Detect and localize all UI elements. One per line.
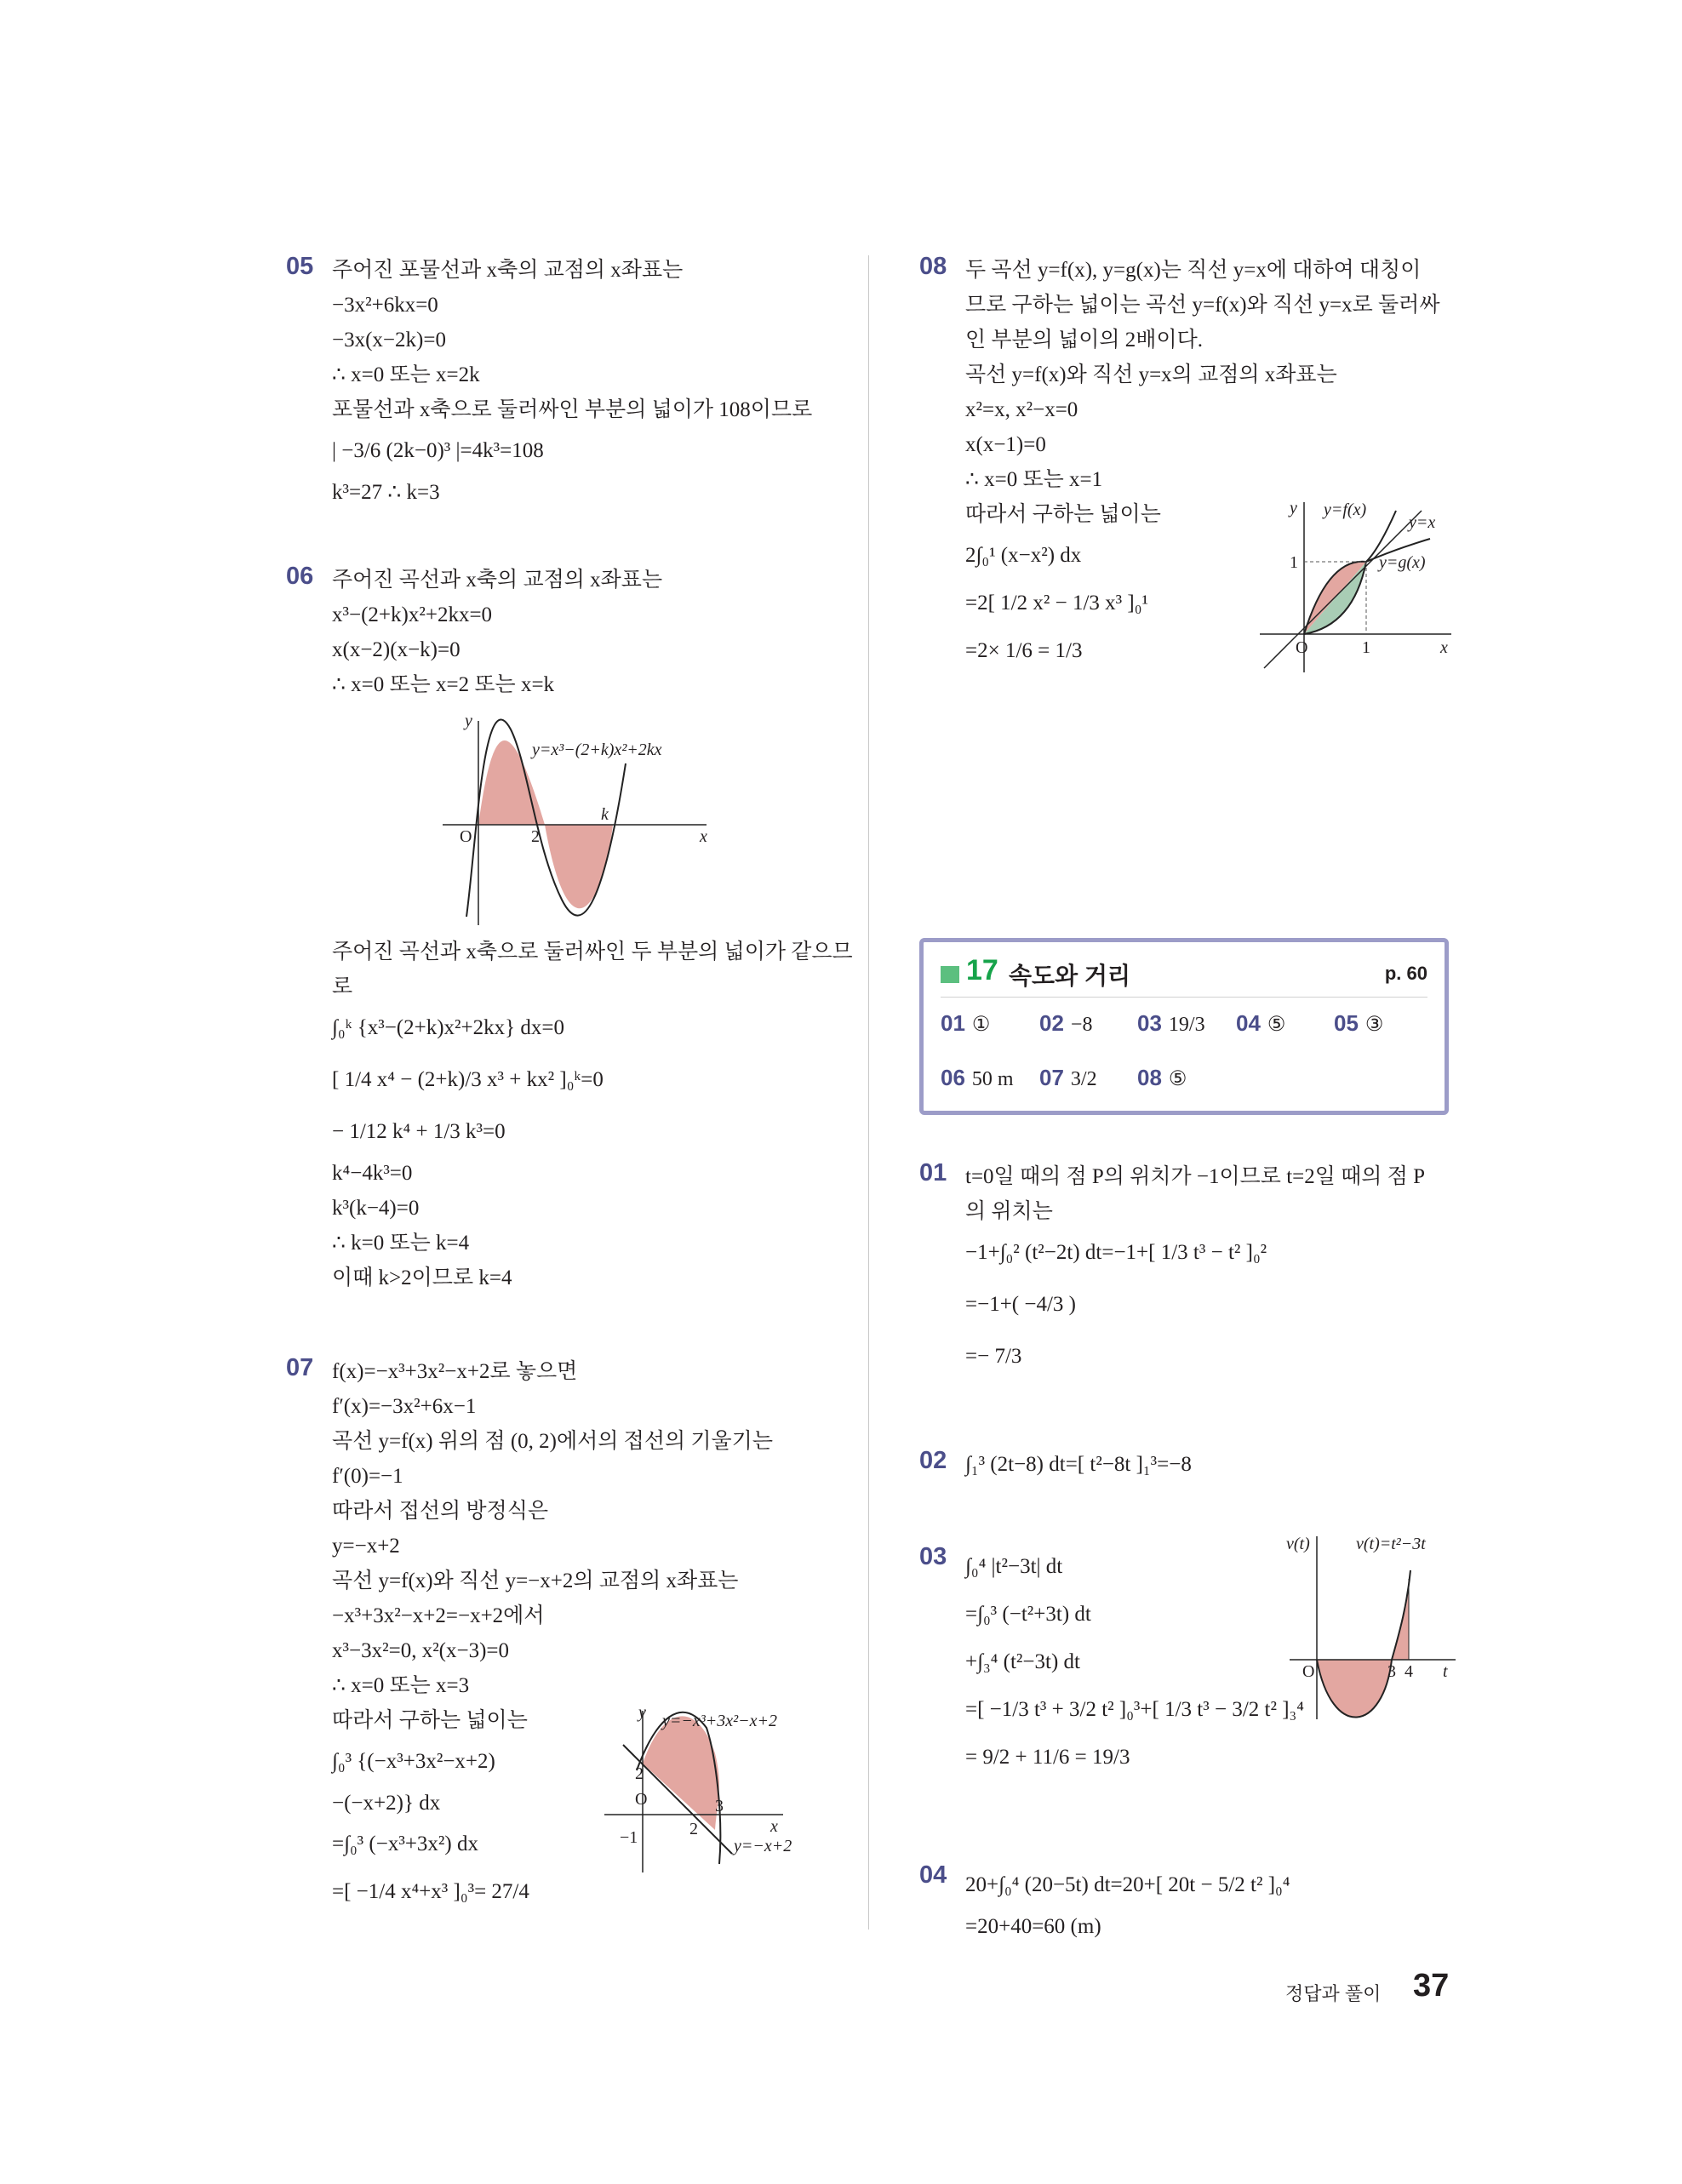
text-line: 포물선과 x축으로 둘러싸인 부분의 넓이가 108이므로 — [332, 398, 813, 421]
text-line: =−1+( −4/3 ) — [965, 1293, 1076, 1316]
text-line: [ 1/4 x⁴ − (2+k)/3 x³ + kx² ]₀ᵏ=0 — [332, 1068, 604, 1091]
flag-icon — [941, 966, 959, 983]
tick-x-1: 1 — [1362, 638, 1370, 657]
g-label: y=g(x) — [1379, 553, 1426, 572]
text-line: ∴ x=0 또는 x=2k — [332, 363, 480, 386]
problem-number: 08 — [919, 253, 947, 280]
x-axis-label: x — [1440, 638, 1448, 657]
text-line: k³(k−4)=0 — [332, 1197, 420, 1220]
text-line: =∫₀³ (−x³+3x²) dx — [332, 1832, 478, 1855]
problem-number: 01 — [919, 1159, 947, 1186]
text-line: −1+∫₀² (t²−2t) dt=−1+[ 1/3 t³ − t² ]₀² — [965, 1241, 1267, 1264]
text-line: x(x−1)=0 — [965, 433, 1046, 456]
text-line: y=−x+2 — [332, 1535, 400, 1558]
tick-x-3: 3 — [715, 1797, 724, 1815]
unit-header — [941, 954, 1427, 998]
f-label: y=f(x) — [1324, 500, 1367, 519]
text-line: 따라서 구하는 넓이는 — [332, 1709, 528, 1732]
origin-label: O — [460, 827, 472, 846]
y-axis-label: y — [638, 1703, 646, 1722]
tick-x-2: 2 — [689, 1820, 698, 1838]
text-line: 주어진 곡선과 x축의 교점의 x좌표는 — [332, 569, 663, 592]
text-line: ∴ x=0 또는 x=2 또는 x=k — [332, 673, 555, 696]
problem-number: 05 — [286, 253, 314, 280]
problem-number: 02 — [919, 1447, 947, 1474]
text-line: ∴ x=0 또는 x=1 — [965, 468, 1103, 491]
text-line: | −3/6 (2k−0)³ |=4k³=108 — [332, 439, 544, 462]
v-axis-label: v(t) — [1286, 1535, 1310, 1553]
shaded-area — [545, 825, 613, 908]
curve-label: v(t)=t²−3t — [1356, 1535, 1426, 1553]
text-line: =− 7/3 — [965, 1345, 1022, 1368]
answer-item: 03 19/3 — [1137, 1010, 1205, 1036]
graph-06 — [443, 712, 724, 925]
text-line: ∫₀³ {(−x³+3x²−x+2) — [332, 1750, 495, 1773]
text-line: 로 — [332, 975, 353, 998]
text-line: =∫₀³ (−t²+3t) dt — [965, 1603, 1091, 1626]
text-line: 인 부분의 넓이의 2배이다. — [965, 329, 1204, 352]
line-y-eq-x — [1264, 511, 1422, 668]
answer-item: 07 3/2 — [1039, 1065, 1097, 1090]
text-line: x³−3x²=0, x²(x−3)=0 — [332, 1639, 510, 1662]
page-number: 37 — [1413, 1968, 1450, 2004]
text-line: =2[ 1/2 x² − 1/3 x³ ]₀¹ — [965, 592, 1148, 615]
text-line: 두 곡선 y=f(x), y=g(x)는 직선 y=x에 대하여 대칭이 — [965, 259, 1422, 282]
unit-page: p. 60 — [1384, 963, 1427, 984]
curve-label: y=x³−(2+k)x²+2kx — [532, 740, 662, 759]
y-axis-label: y — [465, 712, 472, 730]
text-line: =[ −1/4 x⁴+x³ ]₀³= 27/4 — [332, 1880, 529, 1903]
text-line: ∴ x=0 또는 x=3 — [332, 1674, 470, 1697]
curve-label: y=−x³+3x²−x+2 — [662, 1712, 777, 1730]
problem-number: 04 — [919, 1861, 947, 1889]
t-axis-label: t — [1443, 1662, 1448, 1681]
origin-label: O — [1296, 638, 1308, 657]
answer-item: 08 ⑤ — [1137, 1065, 1187, 1090]
answer-item: 05 ③ — [1334, 1010, 1384, 1036]
text-line: f(x)=−x³+3x²−x+2로 놓으면 — [332, 1360, 578, 1383]
text-line: 주어진 곡선과 x축으로 둘러싸인 두 부분의 넓이가 같으므 — [332, 940, 853, 963]
graph-07 — [604, 1702, 834, 1872]
text-line: 2∫₀¹ (x−x²) dx — [965, 544, 1082, 567]
text-line: x(x−2)(x−k)=0 — [332, 638, 461, 661]
text-line: 곡선 y=f(x)와 직선 y=x의 교점의 x좌표는 — [965, 363, 1337, 386]
answer-item: 01 ① — [941, 1010, 991, 1036]
text-line: 곡선 y=f(x)와 직선 y=−x+2의 교점의 x좌표는 — [332, 1569, 739, 1592]
graph-08 — [1251, 498, 1456, 677]
tick-y-neg1: −1 — [620, 1828, 638, 1847]
tick-y-1: 1 — [1290, 553, 1298, 572]
text-line: k⁴−4k³=0 — [332, 1162, 413, 1185]
text-line: −3x(x−2k)=0 — [332, 329, 446, 352]
text-line: = 9/2 + 11/6 = 19/3 — [965, 1746, 1130, 1769]
text-line: 의 위치는 — [965, 1200, 1053, 1223]
text-line: −3x²+6kx=0 — [332, 294, 438, 317]
graph-03 — [1281, 1528, 1460, 1719]
text-line: 곡선 y=f(x) 위의 점 (0, 2)에서의 접선의 기울기는 — [332, 1430, 773, 1453]
text-line: 이때 k>2이므로 k=4 — [332, 1266, 512, 1289]
text-line: −x³+3x²−x+2=−x+2에서 — [332, 1604, 545, 1627]
origin-label: O — [635, 1790, 648, 1809]
column-divider — [868, 255, 869, 1930]
text-line: t=0일 때의 점 P의 위치가 −1이므로 t=2일 때의 점 P — [965, 1165, 1425, 1188]
tick-4: 4 — [1405, 1662, 1413, 1681]
text-line: ∫₁³ (2t−8) dt=[ t²−8t ]₁³=−8 — [965, 1453, 1192, 1476]
x-axis-label: x — [770, 1817, 778, 1836]
text-line: 므로 구하는 넓이는 곡선 y=f(x)와 직선 y=x로 둘러싸 — [965, 294, 1440, 317]
text-line: f′(x)=−3x²+6x−1 — [332, 1395, 477, 1418]
text-line: =2× 1/6 = 1/3 — [965, 639, 1083, 662]
text-line: =[ −1/3 t³ + 3/2 t² ]₀³+[ 1/3 t³ − 3/2 t² ]₃⁴ — [965, 1698, 1304, 1721]
text-line: 따라서 접선의 방정식은 — [332, 1500, 549, 1523]
answer-item: 06 50 m — [941, 1065, 1014, 1090]
origin-label: O — [1302, 1662, 1315, 1681]
text-line: 20+∫₀⁴ (20−5t) dt=20+[ 20t − 5/2 t² ]₀⁴ — [965, 1873, 1290, 1896]
text-line: − 1/12 k⁴ + 1/3 k³=0 — [332, 1120, 506, 1143]
text-line: 주어진 포물선과 x축의 교점의 x좌표는 — [332, 259, 684, 282]
answer-item: 02 −8 — [1039, 1010, 1093, 1036]
problem-number: 06 — [286, 563, 314, 590]
tick-y-2: 2 — [635, 1764, 644, 1783]
shaded-area — [1317, 1660, 1392, 1718]
text-line: f′(0)=−1 — [332, 1465, 403, 1488]
answer-item: 04 ⑤ — [1236, 1010, 1286, 1036]
text-line: x³−(2+k)x²+2kx=0 — [332, 603, 493, 626]
text-line: k³=27 ∴ k=3 — [332, 481, 440, 504]
x-axis-label: x — [700, 827, 707, 846]
text-line: −(−x+2)} dx — [332, 1792, 441, 1815]
text-line: ∴ k=0 또는 k=4 — [332, 1232, 470, 1255]
text-line: x²=x, x²−x=0 — [965, 398, 1078, 421]
line-label: y=−x+2 — [734, 1837, 792, 1855]
text-line: 따라서 구하는 넓이는 — [965, 503, 1161, 526]
text-line: ∫₀⁴ |t²−3t| dt — [965, 1555, 1063, 1578]
unit-number: 17 — [966, 954, 998, 986]
tick-k: k — [601, 805, 609, 824]
y-axis-label: y — [1290, 499, 1297, 517]
text-line: +∫₃⁴ (t²−3t) dt — [965, 1650, 1080, 1673]
tick-2: 2 — [531, 827, 540, 846]
unit-answer-box — [919, 938, 1449, 1115]
problem-number: 03 — [919, 1543, 947, 1570]
problem-number: 07 — [286, 1354, 314, 1381]
tick-3: 3 — [1387, 1662, 1396, 1681]
unit-title: 속도와 거리 — [1009, 963, 1131, 989]
footer-label: 정답과 풀이 — [1285, 1983, 1382, 2004]
text-line: =20+40=60 (m) — [965, 1915, 1101, 1938]
text-line: ∫₀ᵏ {x³−(2+k)x²+2kx} dx=0 — [332, 1016, 564, 1039]
yx-label: y=x — [1409, 513, 1436, 532]
